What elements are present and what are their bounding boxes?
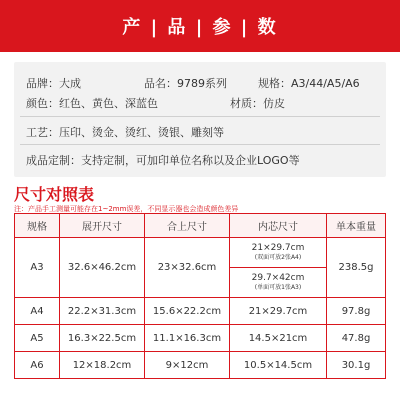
closed-size-cell: 9×12cm xyxy=(145,352,230,379)
spec-cell: A3 xyxy=(15,238,60,298)
custom-field: 成品定制：支持定制，可加印单位名称以及企业LOGO等 xyxy=(26,154,300,167)
table-row xyxy=(15,352,386,379)
header-cell: 单本重量 xyxy=(327,214,386,238)
weight-cell: 47.8g xyxy=(327,325,386,352)
weight-cell: 238.5g xyxy=(327,238,386,298)
size-table xyxy=(14,213,386,379)
header-cell: 内芯尺寸 xyxy=(230,214,327,238)
divider xyxy=(20,144,380,145)
divider xyxy=(20,116,380,117)
core-size-cell: 14.5×21cm xyxy=(230,325,327,352)
closed-size-cell: 23×32.6cm xyxy=(145,238,230,298)
core-size-value: 29.7×42cm xyxy=(251,272,305,283)
weight-cell: 30.1g xyxy=(327,352,386,379)
process-field: 工艺：压印、烫金、烫红、烫银、雕刻等 xyxy=(26,126,224,139)
header-banner xyxy=(0,0,400,52)
open-size-cell: 16.3×22.5cm xyxy=(60,325,145,352)
size-table-title: 尺寸对照表 xyxy=(14,185,95,204)
open-size-cell: 22.2×31.3cm xyxy=(60,298,145,325)
model-field: 品名：9789系列 xyxy=(144,77,227,90)
weight-cell: 97.8g xyxy=(327,298,386,325)
brand-field: 品牌：大成 xyxy=(26,77,81,90)
core-size-note: (双面可放2张A4) xyxy=(254,253,302,261)
spec-cell: A5 xyxy=(15,325,60,352)
table-row xyxy=(15,298,386,325)
page-title: 产 | 品 | 参 | 数 xyxy=(122,17,278,38)
table-header-row xyxy=(15,214,386,238)
core-size-cell xyxy=(230,238,327,268)
measurement-note: 注：产品手工测量可能存在1~2mm误差，不同显示器也会造成颜色差异 xyxy=(14,205,239,213)
product-info-panel xyxy=(14,62,386,177)
spec-cell: A4 xyxy=(15,298,60,325)
core-size-cell xyxy=(230,268,327,298)
header-cell: 展开尺寸 xyxy=(60,214,145,238)
color-field: 颜色：红色、黄色、深蓝色 xyxy=(26,97,158,110)
spec-field: 规格：A3/44/A5/A6 xyxy=(258,77,360,90)
core-size-cell: 21×29.7cm xyxy=(230,298,327,325)
open-size-cell: 12×18.2cm xyxy=(60,352,145,379)
table-row xyxy=(15,238,386,268)
header-cell: 规格 xyxy=(15,214,60,238)
core-size-value: 21×29.7cm xyxy=(251,242,305,253)
closed-size-cell: 15.6×22.2cm xyxy=(145,298,230,325)
material-field: 材质：仿皮 xyxy=(230,97,285,110)
core-size-cell: 10.5×14.5cm xyxy=(230,352,327,379)
closed-size-cell: 11.1×16.3cm xyxy=(145,325,230,352)
core-size-note: (单面可放1张A3) xyxy=(254,283,302,291)
spec-cell: A6 xyxy=(15,352,60,379)
open-size-cell: 32.6×46.2cm xyxy=(60,238,145,298)
header-cell: 合上尺寸 xyxy=(145,214,230,238)
table-row xyxy=(15,325,386,352)
